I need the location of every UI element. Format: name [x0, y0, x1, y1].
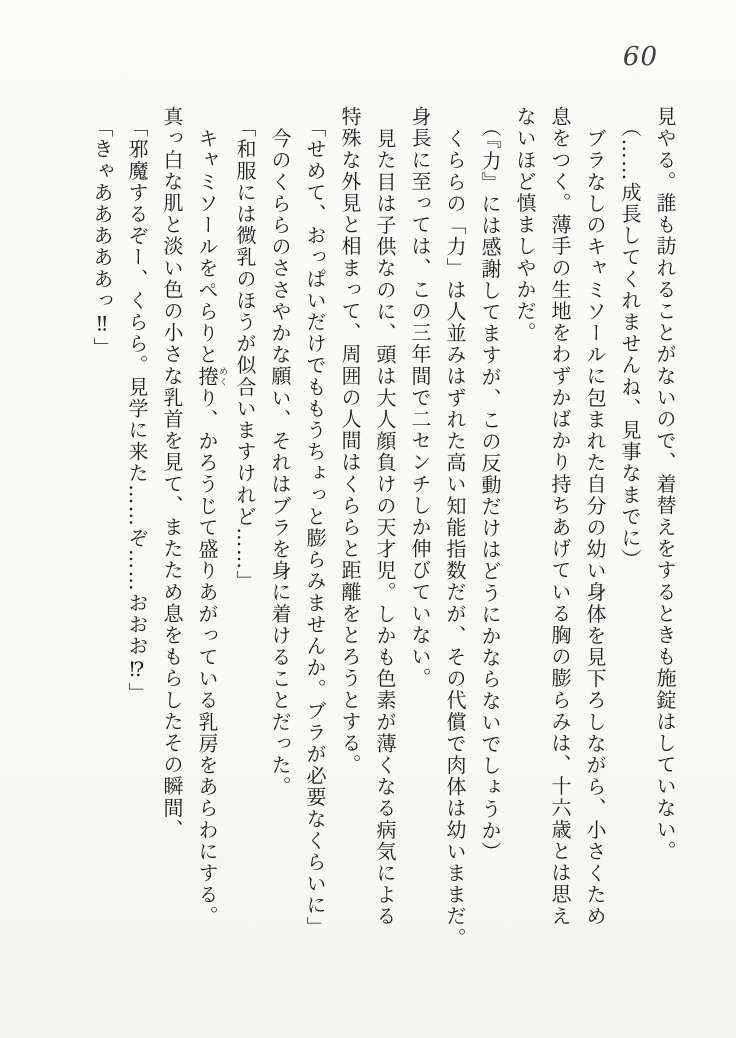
text-column: 見た目は子供なのに、頭は大人顔負けの天才児。しかも色素が薄くなる病気による — [373, 128, 397, 928]
text-column: 「邪魔するぞー、くらら。見学に来た……ぞ……おおお⁉」 — [125, 117, 149, 705]
text-column: 見やる。誰も訪れることがないので、着替えをするときも施錠はしていない。 — [653, 106, 677, 862]
ruby-annotated-kanji: 捲めく — [195, 365, 227, 388]
text-column: 真っ白な肌と淡い色の小さな乳首を見て、またため息をもらしたその瞬間、 — [160, 106, 184, 841]
text-column: くららの「力」は人並みはずれた高い知能指数だが、その代償で肉体は幼いままだ。 — [443, 128, 467, 949]
text-column: 息をつく。薄手の生地をわずかばかり持ちあげている胸の膨らみは、十六歳とは思え — [548, 106, 572, 927]
page-number: 60 — [622, 42, 658, 72]
text-column: （……成長してくれませんね、見事なまでに） — [618, 117, 642, 571]
text-column: キャミソールをぺらりと捲めくり、かろうじて盛りあがっている乳房をあらわにする。 — [195, 128, 227, 928]
text-column: （『力』には感謝してますが、この反動だけはどうにかならないでしょうか） — [478, 117, 502, 863]
text-columns — [84, 106, 682, 986]
text-column: ブラなしのキャミソールに包まれた自分の幼い身体を見下ろしながら、小さくため — [583, 128, 607, 928]
text-column: 特殊な外見と相まって、周囲の人間はくららと距離をとろうとする。 — [338, 106, 362, 776]
text-column: 「せめて、おっぱいだけでももうちょっと膨らみませんか。ブラが必要なくらいに」 — [303, 117, 327, 938]
text-column: 身長に至っては、この三年間で二センチしか伸びていない。 — [408, 106, 432, 690]
text-column: 「和服には微乳のほうが似合いますけれど……」 — [233, 117, 257, 593]
text-column: ないほど慎ましやかだ。 — [513, 106, 537, 344]
text-column: 「きゃあああああっ‼」 — [90, 117, 114, 359]
text-column: 今のくららのささやかな願い、それはブラを身に着けることだった。 — [268, 128, 292, 798]
